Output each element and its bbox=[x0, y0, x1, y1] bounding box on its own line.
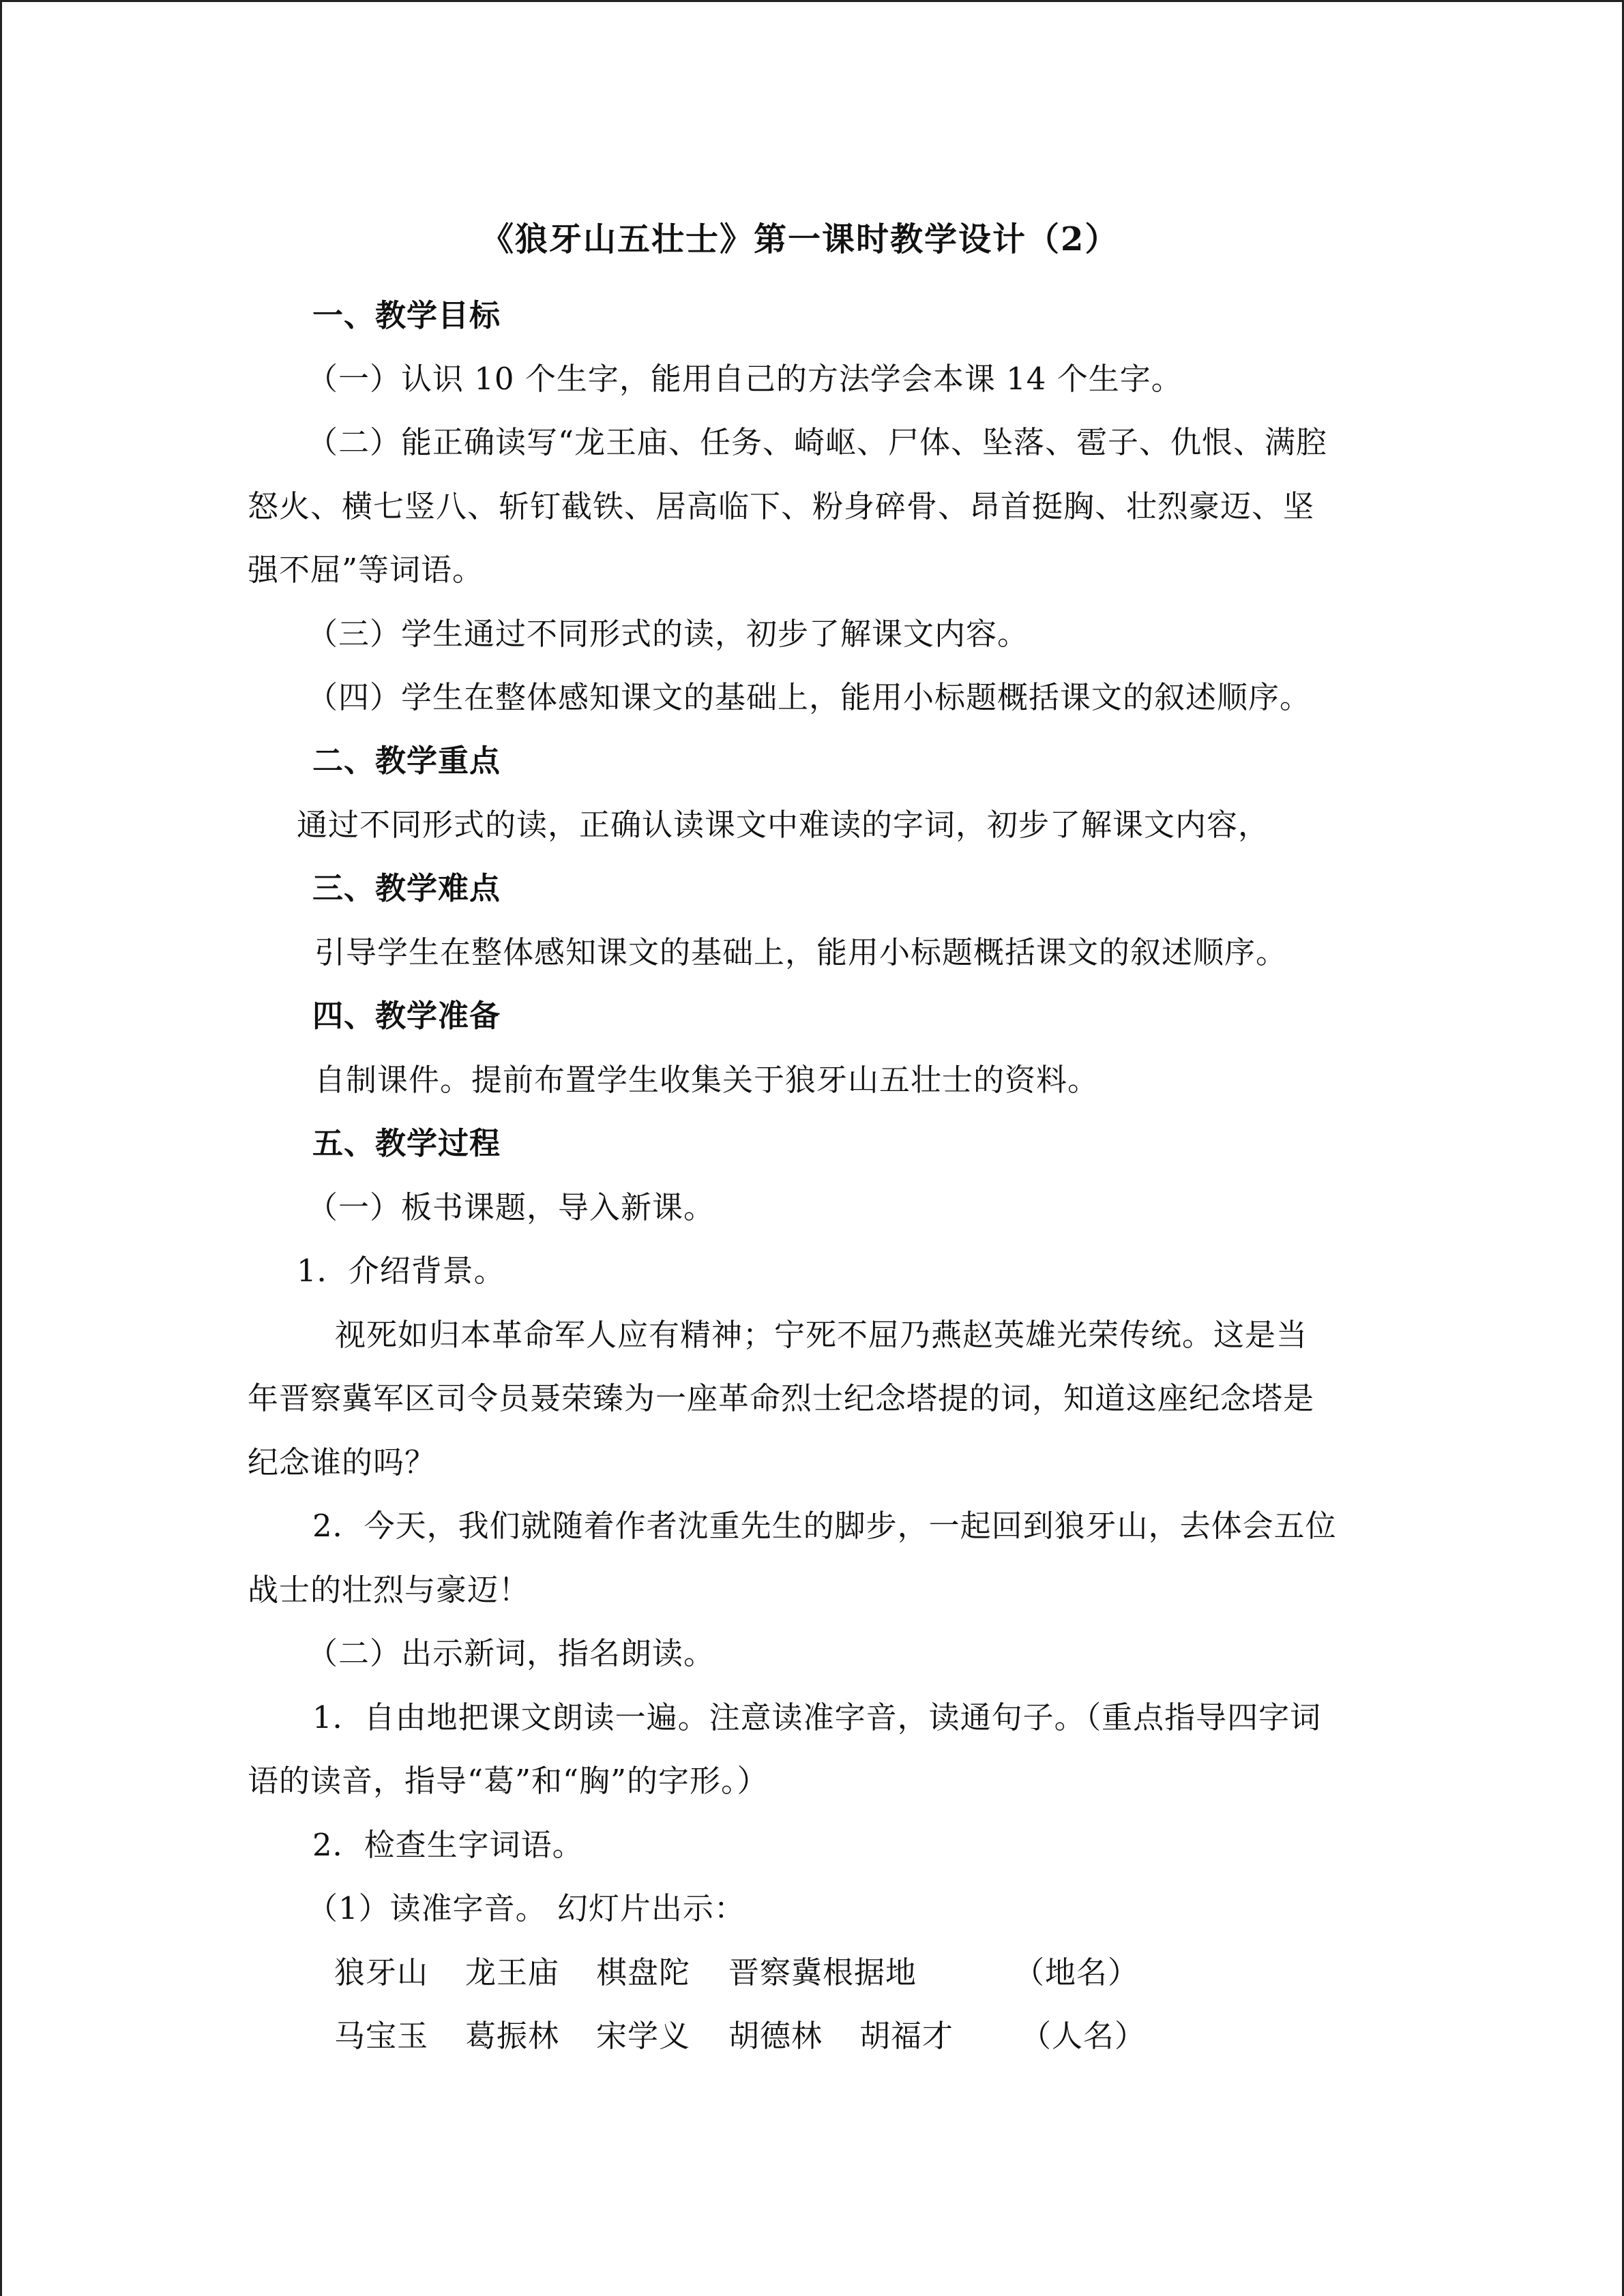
paragraph-line: （一）板书课题，导入新课。 bbox=[307, 1189, 715, 1225]
section-heading-difficulty: 三、教学难点 bbox=[312, 870, 501, 906]
word-item-wrap bbox=[465, 1952, 559, 1993]
word-item-wrap bbox=[465, 2016, 559, 2057]
paragraph-line: 战士的壮烈与豪迈！ bbox=[248, 1572, 531, 1608]
word-item: 龙王庙 bbox=[465, 1954, 560, 1991]
paragraph-line: 2．检查生字词语。 bbox=[312, 1827, 584, 1863]
word-list-row-names bbox=[334, 2016, 428, 2057]
word-category-tag: （人名） bbox=[1020, 2018, 1147, 2054]
word-item: 宋学义 bbox=[596, 2018, 691, 2054]
paragraph-line: 视死如归本革命军人应有精神；宁死不屈乃燕赵英雄光荣传统。这是当 bbox=[335, 1317, 1308, 1353]
section-heading-objectives: 一、教学目标 bbox=[312, 297, 501, 333]
word-item: 狼牙山 bbox=[334, 1954, 429, 1991]
paragraph-line: 2．今天，我们就随着作者沈重先生的脚步，一起回到狼牙山，去体会五位 bbox=[312, 1508, 1337, 1544]
paragraph-line: 怒火、横七竖八、斩钉截铁、居高临下、粉身碎骨、昂首挺胸、壮烈豪迈、坚 bbox=[248, 488, 1315, 524]
paragraph-line: 年晋察冀军区司令员聂荣臻为一座革命烈士纪念塔提的词，知道这座纪念塔是 bbox=[248, 1380, 1315, 1416]
paragraph-line: 通过不同形式的读，正确认读课文中难读的字词，初步了解课文内容， bbox=[297, 807, 1270, 843]
paragraph-line: 1．介绍背景。 bbox=[297, 1253, 505, 1289]
word-item-wrap bbox=[596, 2016, 690, 2057]
word-item-wrap bbox=[596, 1952, 690, 1993]
word-item: 马宝玉 bbox=[334, 2018, 429, 2054]
section-heading-preparation: 四、教学准备 bbox=[312, 998, 501, 1034]
paragraph-line: 语的读音，指导“葛”和“胸”的字形。） bbox=[248, 1763, 769, 1799]
word-item: 葛振林 bbox=[465, 2018, 560, 2054]
paragraph-line: （三）学生通过不同形式的读，初步了解课文内容。 bbox=[307, 616, 1029, 652]
section-heading-focus: 二、教学重点 bbox=[312, 743, 501, 779]
word-item-wrap bbox=[859, 2016, 954, 2057]
word-item: 晋察冀根据地 bbox=[728, 1954, 917, 1991]
paragraph-line: （四）学生在整体感知课文的基础上，能用小标题概括课文的叙述顺序。 bbox=[307, 679, 1312, 715]
word-item-wrap bbox=[728, 2016, 823, 2057]
document-title: 《狼牙山五壮士》第一课时教学设计（2） bbox=[481, 220, 1119, 258]
paragraph-line: （1）读准字音。 幻灯片出示： bbox=[307, 1890, 745, 1926]
paragraph-line: （二）出示新词，指名朗读。 bbox=[307, 1635, 715, 1671]
paragraph-line: 引导学生在整体感知课文的基础上，能用小标题概括课文的叙述顺序。 bbox=[314, 934, 1288, 970]
section-heading-process: 五、教学过程 bbox=[312, 1125, 501, 1161]
word-list-row-places bbox=[334, 1952, 428, 1993]
paragraph-line: 1．自由地把课文朗读一遍。注意读准字音，读通句子。（重点指导四字词 bbox=[312, 1699, 1322, 1735]
word-item-wrap bbox=[728, 1952, 917, 1993]
paragraph-line: 自制课件。提前布置学生收集关于狼牙山五壮士的资料。 bbox=[314, 1062, 1099, 1098]
word-item: 胡福才 bbox=[859, 2018, 954, 2054]
paragraph-line: 强不屈”等词语。 bbox=[248, 552, 484, 588]
paragraph-line: 纪念谁的吗？ bbox=[248, 1444, 437, 1480]
paragraph-line: （一）认识 10 个生字，能用自己的方法学会本课 14 个生字。 bbox=[307, 361, 1183, 397]
word-category-tag: （地名） bbox=[1014, 1954, 1140, 1991]
paragraph-line: （二）能正确读写“龙王庙、任务、崎岖、尸体、坠落、雹子、仇恨、满腔 bbox=[307, 424, 1328, 460]
word-item: 胡德林 bbox=[728, 2018, 823, 2054]
word-item: 棋盘陀 bbox=[596, 1954, 691, 1991]
